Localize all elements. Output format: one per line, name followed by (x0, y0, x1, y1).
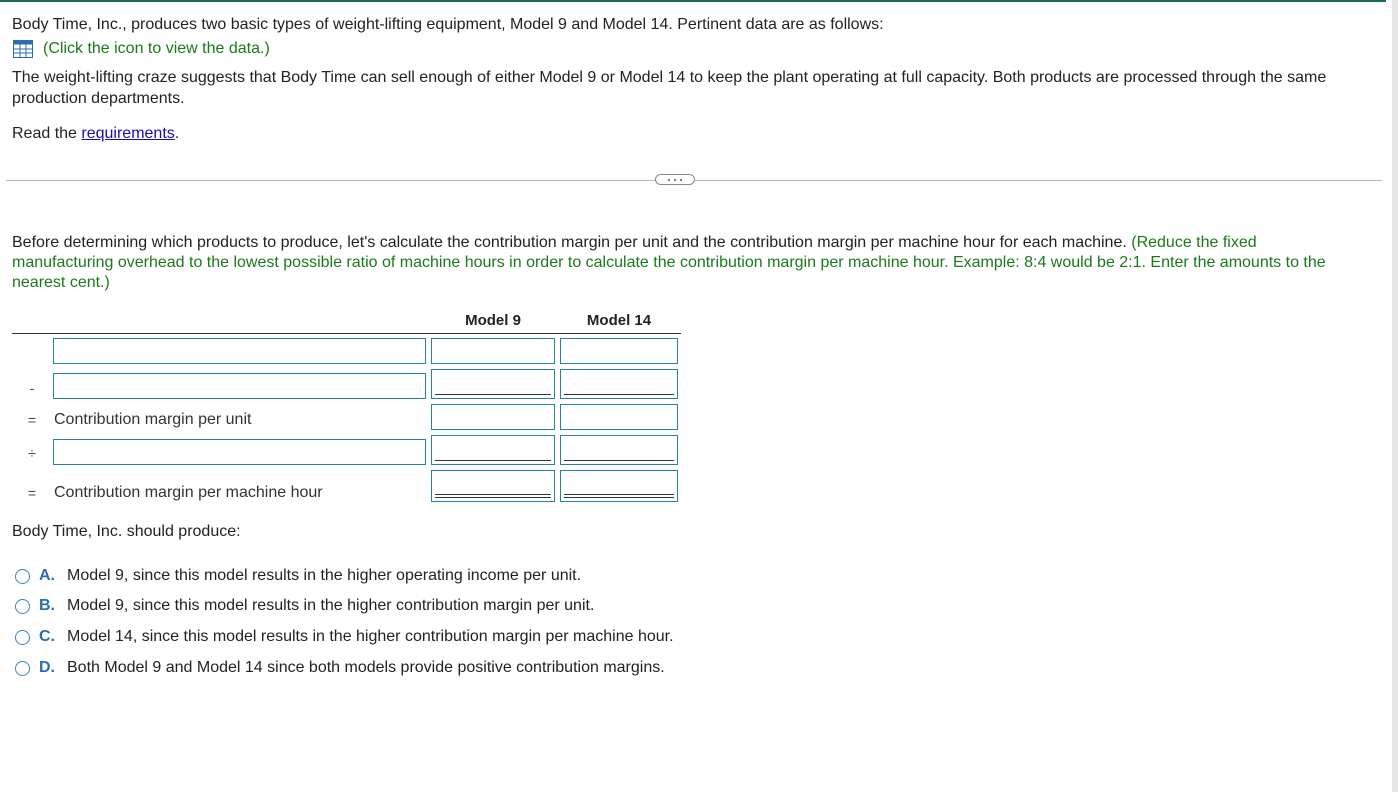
option-c-radio[interactable] (15, 630, 30, 645)
row1-label-input[interactable] (53, 338, 426, 364)
table-grid-icon[interactable] (13, 40, 33, 58)
option-d-letter: D. (39, 659, 55, 676)
double-underline-top (435, 494, 551, 495)
instructions-hint-start: (Reduce the fixed (1131, 234, 1257, 251)
row3-operator: = (27, 412, 37, 428)
craze-text-line1: The weight-lifting craze suggests that Body Time can sell enough of either Model 9 or Model 14 to keep the plant operating at full capacity. Both products are processed through the same (12, 69, 1327, 86)
cm-per-unit-model9-input[interactable] (431, 404, 555, 430)
option-b-radio[interactable] (15, 599, 30, 614)
ellipsis-dot (674, 179, 676, 181)
row2-model14-input[interactable] (560, 369, 678, 399)
row4-label-input[interactable] (53, 439, 426, 465)
requirements-link[interactable]: requirements (81, 125, 175, 142)
double-underline-bottom (435, 497, 551, 498)
row2-label-input[interactable] (53, 373, 426, 399)
single-underline (435, 460, 551, 461)
row1-model9-input[interactable] (431, 338, 555, 364)
option-a-radio[interactable] (15, 569, 30, 584)
question-prompt: Body Time, Inc. should produce: (12, 523, 241, 540)
option-c-letter: C. (39, 628, 55, 645)
instructions-line1 (12, 233, 1257, 253)
row5-operator: = (27, 485, 37, 501)
single-underline (564, 394, 674, 395)
row2-operator: - (29, 380, 35, 396)
cm-per-unit-model14-input[interactable] (560, 404, 678, 430)
ellipsis-dot (680, 179, 682, 181)
column-header-model-9: Model 9 (465, 312, 521, 329)
row4-model14-input[interactable] (560, 435, 678, 465)
cm-per-hour-model9-input[interactable] (431, 470, 555, 502)
option-c-text[interactable]: Model 14, since this model results in the higher contribution margin per machine hour. (67, 628, 674, 645)
table-header-rule (12, 333, 681, 334)
read-suffix: . (174, 125, 180, 142)
cm-per-machine-hour-label: Contribution margin per machine hour (54, 484, 323, 501)
double-underline-top (564, 494, 674, 495)
read-requirements (12, 124, 179, 144)
single-underline (564, 460, 674, 461)
row1-model14-input[interactable] (560, 338, 678, 364)
option-a-letter: A. (39, 567, 55, 584)
option-b-letter: B. (39, 597, 55, 614)
view-data-link[interactable]: (Click the icon to view the data.) (43, 40, 270, 57)
cm-per-hour-model14-input[interactable] (560, 470, 678, 502)
option-d-radio[interactable] (15, 661, 30, 676)
instructions-hint-line2: manufacturing overhead to the lowest possible ratio of machine hours in order to calculate the contribution margin per machine hour. Example: 8:4 would be 2:1. Enter the amounts to the (12, 254, 1326, 271)
row4-operator: ÷ (28, 445, 36, 461)
option-a-text[interactable]: Model 9, since this model results in the higher operating income per unit. (67, 567, 582, 584)
single-underline (435, 394, 551, 395)
option-b-text[interactable]: Model 9, since this model results in the higher contribution margin per unit. (67, 597, 595, 614)
read-prefix: Read the (12, 125, 82, 142)
expand-button[interactable] (655, 174, 695, 185)
instructions-main: Before determining which products to produce, let's calculate the contribution margin per unit and the contribution margin per machine hour for each machine. (12, 234, 1127, 251)
ellipsis-icon (668, 179, 670, 181)
scrollbar-track[interactable] (1392, 0, 1398, 792)
cm-per-unit-label: Contribution margin per unit (54, 411, 252, 428)
craze-text-line2: production departments. (12, 90, 185, 107)
column-header-model-14: Model 14 (586, 312, 652, 329)
instructions-hint-line3: nearest cent.) (12, 274, 110, 291)
double-underline-bottom (564, 497, 674, 498)
row2-model9-input[interactable] (431, 369, 555, 399)
option-d-text[interactable]: Both Model 9 and Model 14 since both models provide positive contribution margins. (67, 659, 665, 676)
top-accent-line (0, 0, 1386, 2)
row4-model9-input[interactable] (431, 435, 555, 465)
problem-statement: Body Time, Inc., produces two basic types of weight-lifting equipment, Model 9 and Model 14. Pertinent data are as follows: (12, 16, 884, 33)
